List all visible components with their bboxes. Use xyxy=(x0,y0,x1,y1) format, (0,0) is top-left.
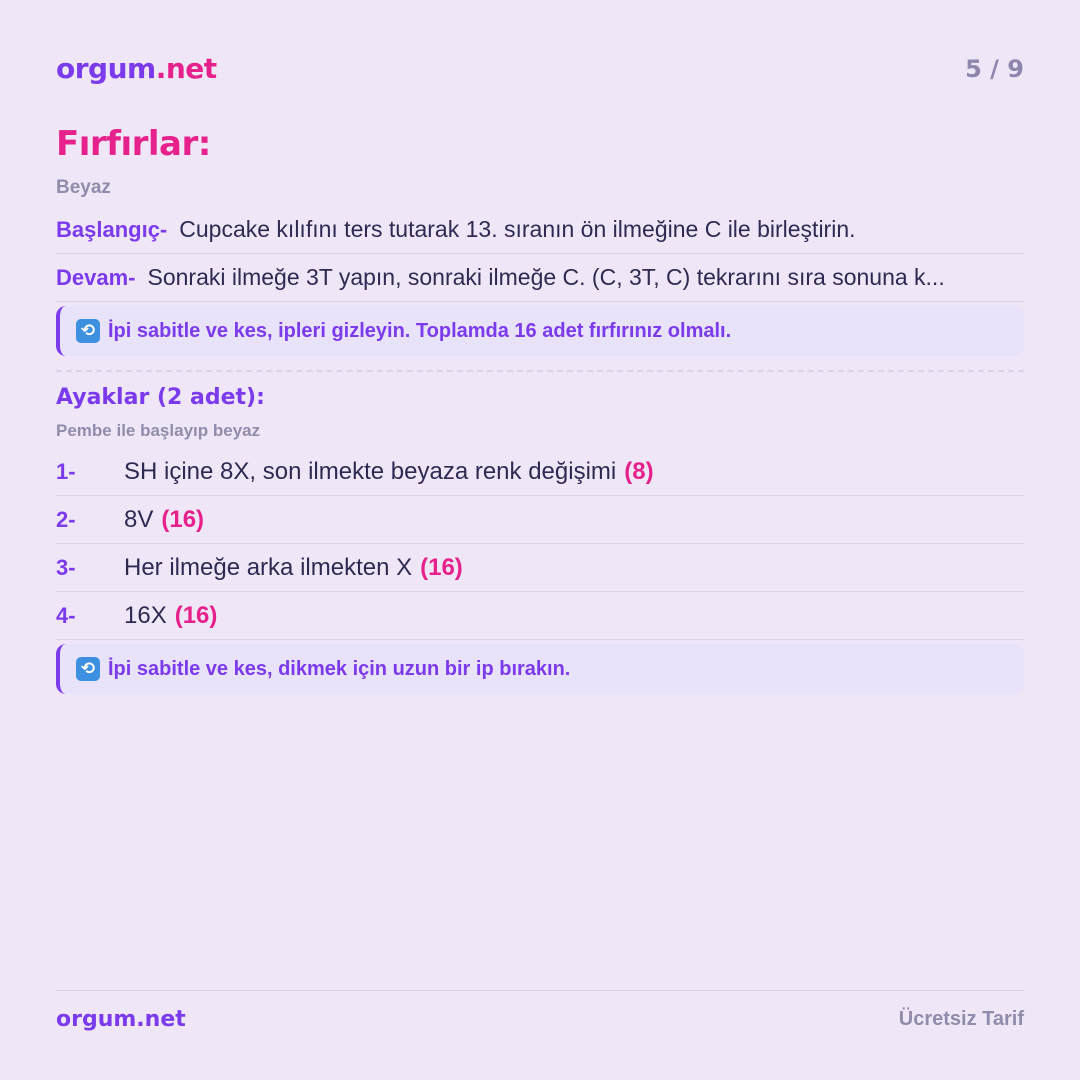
section-color-note: Pembe ile başlayıp beyaz xyxy=(56,421,261,440)
header xyxy=(56,52,1024,85)
instruction-row xyxy=(56,206,1024,254)
row-number: 3- xyxy=(56,554,76,580)
step-label: Başlangıç- xyxy=(56,216,168,242)
section-divider xyxy=(56,370,1024,372)
row-text: 8V xyxy=(124,505,154,533)
row-text: 16X xyxy=(124,601,167,629)
row-text: SH içine 8X, son ilmekte beyaza renk değişimi xyxy=(124,457,617,485)
step-text: Cupcake kılıfını ters tutarak 13. sıranın ön ilmeğine C ile birleştirin. xyxy=(179,216,856,242)
row-number: 2- xyxy=(56,506,76,532)
tip-note xyxy=(56,644,1024,694)
section-color-note: Beyaz xyxy=(56,177,111,198)
recipe-content xyxy=(56,122,1024,694)
repeat-icon: ⟲ xyxy=(76,319,100,343)
list-item xyxy=(56,496,1024,544)
tip-text: İpi sabitle ve kes, ipleri gizleyin. Toplamda 16 adet fırfırınız olmalı. xyxy=(108,319,732,342)
stitch-count: (16) xyxy=(161,505,205,533)
step-label: Devam- xyxy=(56,264,136,290)
repeat-icon: ⟲ xyxy=(76,657,100,681)
brand-name: orgum xyxy=(56,52,156,85)
stitch-count: (16) xyxy=(174,601,218,629)
tip-text: İpi sabitle ve kes, dikmek için uzun bir ip bırakın. xyxy=(108,657,571,680)
instruction-row xyxy=(56,254,1024,302)
row-list xyxy=(56,448,1024,640)
footer-tagline: Ücretsiz Tarif xyxy=(898,1008,1024,1030)
section-title-legs: Ayaklar (2 adet): xyxy=(56,385,265,410)
list-item xyxy=(56,592,1024,640)
section-title-ruffles: Fırfırlar: xyxy=(56,124,211,164)
brand-domain: .net xyxy=(155,52,217,85)
step-text: Sonraki ilmeğe 3T yapın, sonraki ilmeğe C. (C, 3T, C) tekrarını sıra sonuna k... xyxy=(147,264,945,290)
page-indicator: 5 / 9 xyxy=(965,54,1024,83)
list-item xyxy=(56,544,1024,592)
row-text: Her ilmeğe arka ilmekten X xyxy=(124,553,413,581)
row-number: 4- xyxy=(56,602,76,628)
brand-logo[interactable] xyxy=(56,52,217,85)
tip-note xyxy=(56,306,1024,356)
stitch-count: (8) xyxy=(624,457,654,485)
footer xyxy=(56,990,1024,1032)
list-item xyxy=(56,448,1024,496)
stitch-count: (16) xyxy=(420,553,463,581)
footer-brand[interactable]: orgum.net xyxy=(56,1007,186,1032)
row-number: 1- xyxy=(56,458,76,484)
